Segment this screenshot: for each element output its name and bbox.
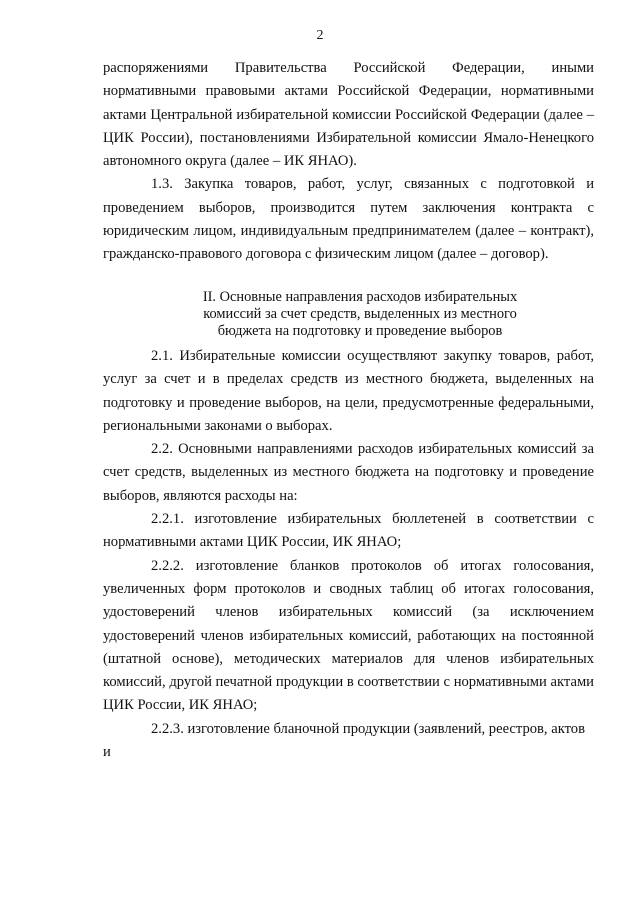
section-2-block <box>103 345 594 764</box>
page-number: 2 <box>316 28 324 43</box>
section-heading <box>150 289 570 340</box>
section-heading-line-2: комиссий за счет средств, выделенных из местного <box>203 306 517 322</box>
section-heading-line-1: II. Основные направления расходов избирательных <box>202 289 518 305</box>
paragraph-2-2-1: 2.2.1. изготовление избирательных бюллетеней в соответствии с нормативными актами ЦИК России, ИК ЯНАО; <box>103 511 594 551</box>
paragraph-continuation: распоряжениями Правительства Российской Федерации, иными нормативными правовыми актами Российской Федерации, нормативными актами Центральной избирательной комиссии Российской Федерации (далее – ЦИК России), постановлениями Избирательной комиссии Ямало-Ненецкого автономного округа (далее – ИК ЯНАО). <box>103 60 594 170</box>
intro-block <box>103 57 594 267</box>
paragraph-2-1: 2.1. Избирательные комиссии осуществляют закупку товаров, работ, услуг за счет и в пределах средств из местного бюджета, выделенных на подготовку и проведение выборов, на цели, предусмотренные федеральными, региональными законами о выборах. <box>103 348 594 434</box>
section-heading-line-3: бюджета на подготовку и проведение выборов <box>217 323 503 339</box>
paragraph-2-2-2: 2.2.2. изготовление бланков протоколов об итогах голосования, увеличенных форм протоколов и сводных таблиц об итогах голосования, удостоверений членов избирательных комиссий (за исключением удостоверений членов избирательных комиссий, работающих на постоянной (штатной основе), методических материалов для членов избирательных комиссий, другой печатной продукции в соответствии с нормативными актами ЦИК России, ИК ЯНАО; <box>103 557 594 714</box>
paragraph-1-3: 1.3. Закупка товаров, работ, услуг, связанных с подготовкой и проведением выборов, производится путем заключения контракта с юридическим лицом, индивидуальным предпринимателем (далее – контракт), гражданско-правового договора с физическим лицом (далее – договор). <box>103 176 594 263</box>
paragraph-2-2-3: 2.2.3. изготовление бланочной продукции (заявлений, реестров, актов и <box>103 720 585 761</box>
paragraph-2-2: 2.2. Основными направлениями расходов избирательных комиссий за счет средств, выделенных из местного бюджета на подготовку и проведение выборов, являются расходы на: <box>103 441 594 504</box>
